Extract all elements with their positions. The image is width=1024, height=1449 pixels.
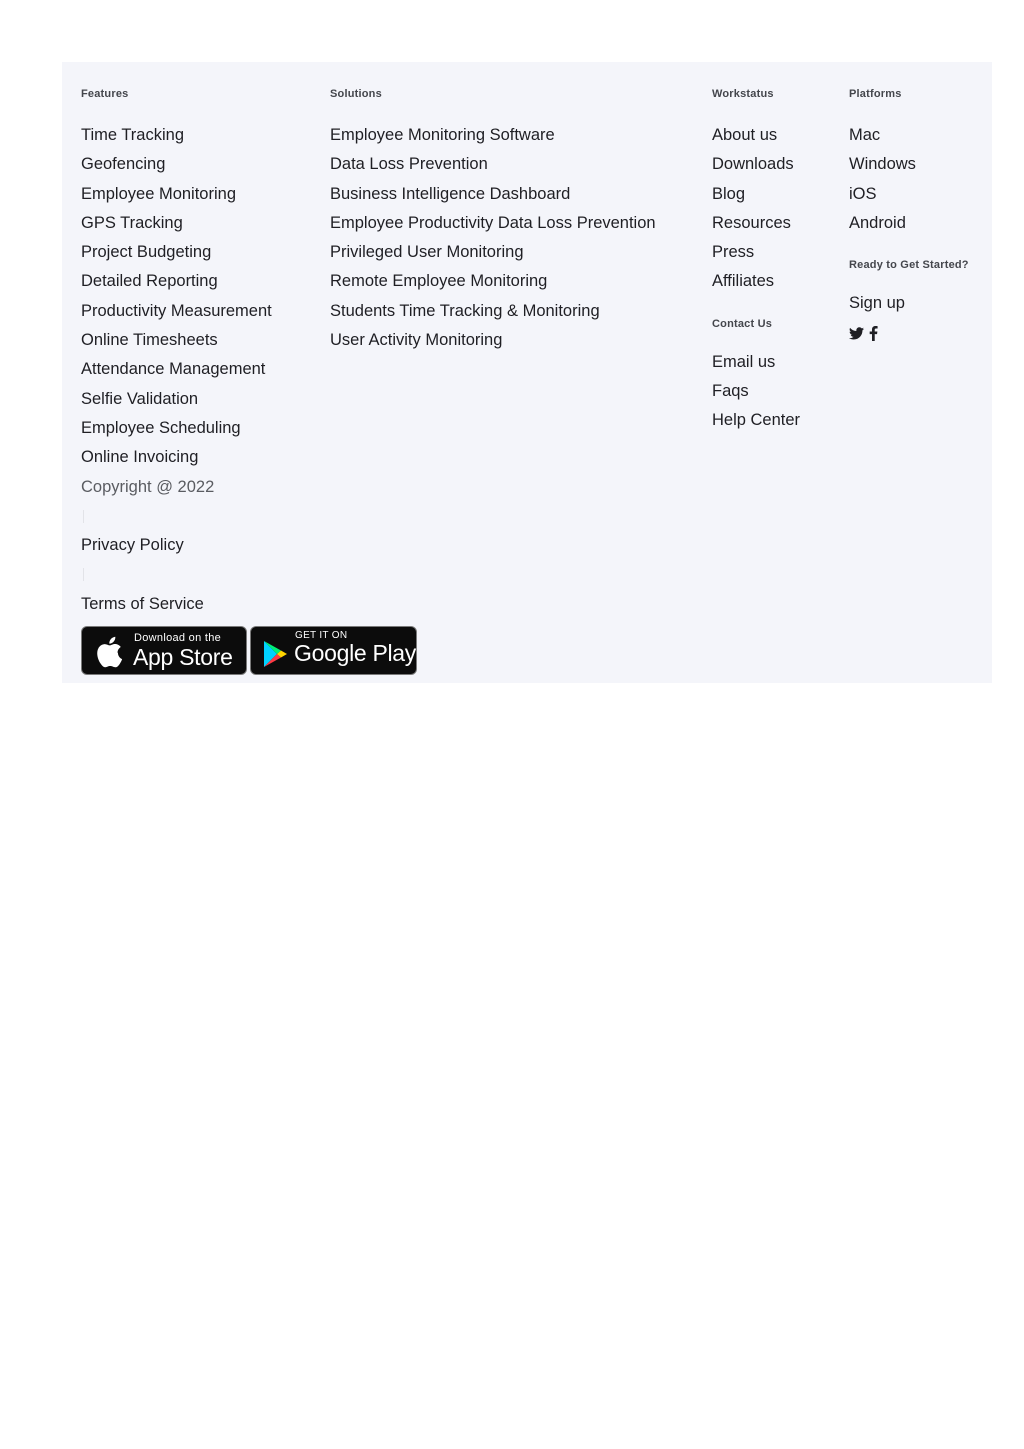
facebook-icon[interactable]: [869, 326, 878, 341]
legal-item: [81, 590, 321, 619]
google-play-big-text: Google Play: [294, 640, 416, 666]
link-students-time-tracking[interactable]: Students Time Tracking & Monitoring: [330, 301, 600, 320]
list-item: [81, 180, 321, 209]
google-play-icon: [263, 640, 289, 668]
workstatus-column: [712, 62, 842, 436]
link-employee-monitoring-software[interactable]: Employee Monitoring Software: [330, 126, 555, 144]
list-item: [849, 289, 989, 318]
link-faqs[interactable]: Faqs: [712, 382, 749, 401]
link-user-activity-monitoring[interactable]: User Activity Monitoring: [330, 331, 503, 350]
link-android[interactable]: Android: [849, 213, 906, 232]
workstatus-list: [712, 121, 842, 297]
list-item: [330, 180, 700, 209]
link-email-us[interactable]: Email us: [712, 352, 776, 371]
list-item: [81, 326, 321, 355]
link-windows[interactable]: Windows: [849, 155, 916, 174]
solutions-list: [330, 121, 700, 355]
list-item: [712, 377, 842, 406]
list-item: [330, 326, 700, 355]
list-item: [81, 267, 321, 296]
app-store-small-text: Download on the: [134, 632, 222, 644]
platforms-column: [849, 62, 989, 348]
list-item: [712, 150, 842, 179]
link-press[interactable]: Press: [712, 243, 755, 262]
link-affiliates[interactable]: Affiliates: [712, 272, 775, 291]
list-item: [712, 238, 842, 267]
terms-of-service-link[interactable]: Terms of Service: [81, 594, 204, 613]
link-employee-productivity-dlp[interactable]: Employee Productivity Data Loss Prevention: [330, 213, 656, 232]
link-attendance-management[interactable]: Attendance Management: [81, 360, 266, 379]
link-geofencing[interactable]: Geofencing: [81, 155, 166, 174]
link-downloads[interactable]: Downloads: [712, 155, 794, 174]
features-heading: Features: [81, 88, 129, 100]
google-play-badge[interactable]: [250, 626, 417, 675]
list-item: [81, 297, 321, 326]
link-resources[interactable]: Resources: [712, 213, 791, 232]
link-data-loss-prevention[interactable]: Data Loss Prevention: [330, 155, 488, 174]
copyright-text: Copyright @ 2022: [81, 477, 215, 496]
social-links: [849, 318, 989, 347]
list-item: [712, 121, 842, 150]
link-online-timesheets[interactable]: Online Timesheets: [81, 331, 218, 350]
list-item: [81, 238, 321, 267]
list-item: [712, 180, 842, 209]
workstatus-heading: Workstatus: [712, 88, 774, 100]
list-item: [81, 355, 321, 384]
twitter-icon[interactable]: [849, 327, 864, 340]
link-employee-scheduling[interactable]: Employee Scheduling: [81, 418, 241, 437]
features-column: [81, 62, 321, 619]
google-play-small-text: GET IT ON: [295, 630, 348, 641]
list-item: [81, 209, 321, 238]
link-online-invoicing[interactable]: Online Invoicing: [81, 448, 199, 467]
get-started-list: [849, 289, 989, 318]
list-item: [330, 297, 700, 326]
list-item: [330, 209, 700, 238]
privacy-policy-link[interactable]: Privacy Policy: [81, 536, 184, 555]
link-mac[interactable]: Mac: [849, 126, 881, 144]
link-about-us[interactable]: About us: [712, 126, 778, 144]
list-item: [712, 406, 842, 435]
link-productivity-measurement[interactable]: Productivity Measurement: [81, 301, 272, 320]
list-item: [712, 209, 842, 238]
link-employee-monitoring[interactable]: Employee Monitoring: [81, 184, 236, 203]
link-privileged-user-monitoring[interactable]: Privileged User Monitoring: [330, 243, 524, 262]
link-help-center[interactable]: Help Center: [712, 411, 801, 430]
features-list: [81, 121, 321, 473]
contact-list: [712, 348, 842, 436]
solutions-heading: Solutions: [330, 88, 382, 100]
apple-icon: [95, 636, 125, 668]
site-footer: [62, 62, 992, 683]
divider: [81, 560, 321, 589]
list-item: [849, 150, 989, 179]
platforms-list: [849, 121, 989, 238]
list-item: [849, 180, 989, 209]
list-item: [330, 150, 700, 179]
link-gps-tracking[interactable]: GPS Tracking: [81, 213, 183, 232]
get-started-heading: Ready to Get Started?: [849, 259, 969, 272]
list-item: [712, 348, 842, 377]
link-ios[interactable]: iOS: [849, 184, 877, 203]
list-item: [849, 209, 989, 238]
list-item: [330, 238, 700, 267]
list-item: [81, 150, 321, 179]
link-selfie-validation[interactable]: Selfie Validation: [81, 389, 199, 408]
link-business-intelligence-dashboard[interactable]: Business Intelligence Dashboard: [330, 184, 571, 203]
platforms-heading: Platforms: [849, 88, 902, 100]
list-item: [81, 121, 321, 150]
solutions-column: [330, 62, 700, 355]
app-store-badge[interactable]: [81, 626, 247, 675]
app-store-big-text: App Store: [133, 644, 233, 670]
list-item: [849, 121, 989, 150]
list-item: [712, 267, 842, 296]
contact-heading: Contact Us: [712, 317, 773, 330]
list-item: [330, 121, 700, 150]
link-remote-employee-monitoring[interactable]: Remote Employee Monitoring: [330, 272, 548, 291]
divider: [81, 502, 321, 531]
legal-item: [81, 531, 321, 560]
list-item: [81, 385, 321, 414]
sign-up-link[interactable]: Sign up: [849, 294, 905, 313]
list-item: [81, 414, 321, 443]
link-blog[interactable]: Blog: [712, 184, 746, 203]
link-time-tracking[interactable]: Time Tracking: [81, 126, 184, 144]
list-item: [81, 443, 321, 472]
list-item: [330, 267, 700, 296]
link-detailed-reporting[interactable]: Detailed Reporting: [81, 272, 218, 291]
link-project-budgeting[interactable]: Project Budgeting: [81, 243, 212, 262]
